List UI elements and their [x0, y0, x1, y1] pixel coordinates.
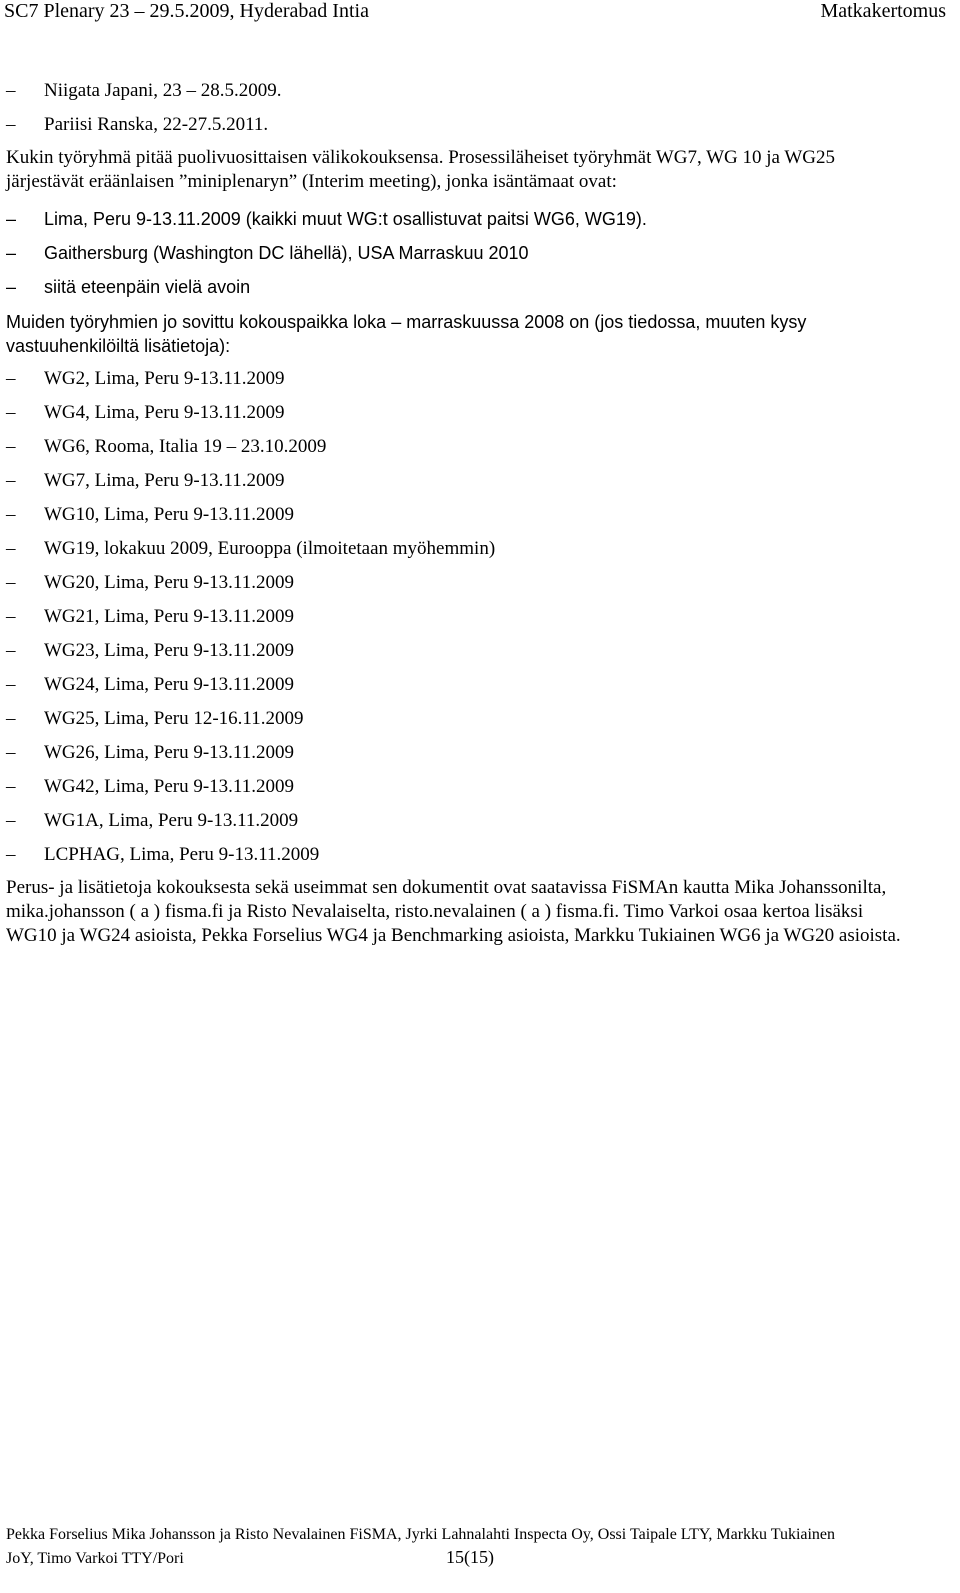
list-item: – Gaithersburg (Washington DC lähellä), USA Marraskuu 2010 — [6, 243, 529, 263]
list-item: – LCPHAG, Lima, Peru 9-13.11.2009 — [6, 844, 320, 865]
list-item: – WG42, Lima, Peru 9-13.11.2009 — [6, 776, 294, 797]
header-doc-type: Matkakertomus — [820, 0, 946, 22]
list-item: – WG10, Lima, Peru 9-13.11.2009 — [6, 504, 294, 525]
paragraph-meeting-places: Muiden työryhmien jo sovittu kokouspaikka loka – marraskuussa 2008 on (jos tiedossa, muuten kysy vastuuhenkilöiltä lisätietoja): — [6, 312, 807, 356]
footer-authors: Pekka Forselius Mika Johansson ja Risto Nevalainen FiSMA, Jyrki Lahnalahti Inspecta Oy, Ossi Taipale LTY, Markku Tukiainen — [6, 1526, 836, 1543]
list-item: – WG23, Lima, Peru 9-13.11.2009 — [6, 640, 294, 661]
paragraph-contacts: Perus- ja lisätietoja kokouksesta sekä useimmat sen dokumentit ovat saatavissa FiSMAn kautta Mika Johanssonilta, mika.johansson ( a ) fisma.fi ja Risto Nevalaiselta, risto.nevalainen ( a ) fisma.fi. Timo Varkoi osaa kertoa lisäksi WG10 ja WG24 asioista, Pekka Forselius WG4 ja Benchmarking asioista, Markku Tukiainen WG6 ja WG20 asioista. — [6, 877, 901, 946]
list-item: – Lima, Peru 9-13.11.2009 (kaikki muut WG:t osallistuvat paitsi WG6, WG19). — [6, 209, 647, 229]
page-header — [0, 0, 960, 26]
page-number: 15(15) — [446, 1547, 494, 1567]
list-item: – WG20, Lima, Peru 9-13.11.2009 — [6, 572, 294, 593]
footer-authors-cont: JoY, Timo Varkoi TTY/Pori — [6, 1550, 184, 1567]
list-item: – WG4, Lima, Peru 9-13.11.2009 — [6, 402, 285, 423]
paragraph-interim: Kukin työryhmä pitää puolivuosittaisen välikokouksensa. Prosessiläheiset työryhmät WG7, WG 10 ja WG25 järjestävät eräänlaisen ”miniplenaryn” (Interim meeting), jonka isäntämaat ovat: — [6, 147, 836, 192]
list-item: – WG7, Lima, Peru 9-13.11.2009 — [6, 470, 285, 491]
list-item: – WG21, Lima, Peru 9-13.11.2009 — [6, 606, 294, 627]
list-item: – WG2, Lima, Peru 9-13.11.2009 — [6, 368, 285, 389]
list-item: – siitä eteenpäin vielä avoin — [6, 277, 251, 297]
list-item: – Niigata Japani, 23 – 28.5.2009. — [6, 80, 282, 101]
list-item: – WG6, Rooma, Italia 19 – 23.10.2009 — [6, 436, 327, 457]
header-title: SC7 Plenary 23 – 29.5.2009, Hyderabad Intia — [4, 0, 369, 22]
list-item: – WG1A, Lima, Peru 9-13.11.2009 — [6, 810, 299, 831]
list-item: – WG19, lokakuu 2009, Eurooppa (ilmoitetaan myöhemmin) — [6, 538, 496, 559]
list-item: – WG25, Lima, Peru 12-16.11.2009 — [6, 708, 304, 729]
list-item: – WG26, Lima, Peru 9-13.11.2009 — [6, 742, 294, 763]
list-item: – WG24, Lima, Peru 9-13.11.2009 — [6, 674, 294, 695]
list-item: – Pariisi Ranska, 22-27.5.2011. — [6, 114, 269, 135]
